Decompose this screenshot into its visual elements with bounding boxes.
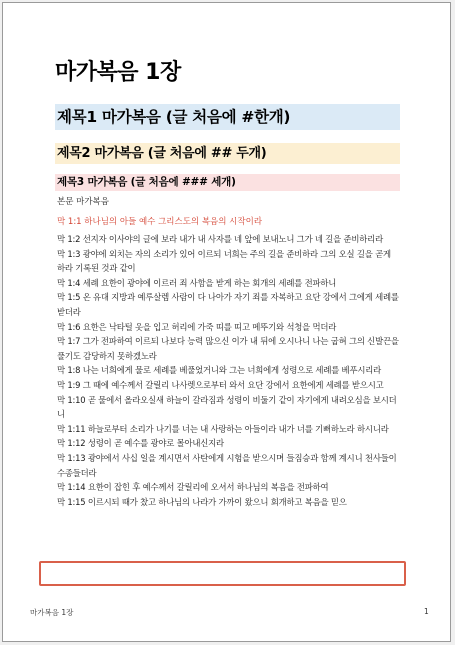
verse-item: 막 1:9 그 때에 예수께서 갈릴리 나사렛으로부터 와서 요단 강에서 요한에게 세례를 받으시고 <box>57 379 384 390</box>
highlight-annotation-box <box>39 561 406 586</box>
verse-item: 막 1:6 요한은 낙타털 옷을 입고 허리에 가죽 띠를 띠고 메뚜기와 석청을 먹더라 <box>57 321 337 332</box>
page-number: 1 <box>424 607 429 616</box>
footer-title: 마가복음 1장 <box>30 608 74 617</box>
verse-item: 막 1:8 나는 너희에게 물로 세례를 베풀었거니와 그는 너희에게 성령으로 세례를 베푸시리라 <box>57 365 382 376</box>
verse-item: 막 1:3 광야에 외치는 자의 소리가 있어 이르되 너희는 주의 길을 준비하라 그의 오실 길을 곧게 하라 기록된 것과 같이 <box>57 248 391 274</box>
heading-3: 제목3 마가복음 (글 처음에 ### 세개) <box>55 174 400 191</box>
verse-item: 막 1:7 그가 전파하여 이르되 나보다 능력 많으신 이가 내 뒤에 오시나니 나는 굽혀 그의 신발끈을 풀기도 감당하지 못하겠노라 <box>57 336 399 361</box>
document-title: 마가복음 1장 <box>55 60 181 85</box>
heading-2: 제목2 마가복음 (글 처음에 ## 두개) <box>55 143 400 164</box>
verse-item: 막 1:14 요한이 잡힌 후 예수께서 갈릴리에 오셔서 하나님의 복음을 전파하여 <box>57 482 329 493</box>
verse-item: 막 1:13 광야에서 사십 일을 계시면서 사탄에게 시험을 받으시며 들짐승과 함께 계시니 천사들이 수종들더라 <box>57 452 397 478</box>
verse-item: 막 1:12 성령이 곧 예수를 광야로 몰아내신지라 <box>57 438 224 449</box>
verse-item: 막 1:5 온 유대 지방과 예루살렘 사람이 다 나아가 자기 죄를 자복하고 요단 강에서 그에게 세례를 받더라 <box>57 292 399 317</box>
verse-item: 막 1:10 곧 물에서 올라오실새 하늘이 갈라짐과 성령이 비둘기 같이 자기에게 내려오심을 보시더니 <box>57 394 397 420</box>
heading-1: 제목1 마가복음 (글 처음에 #한개) <box>55 104 400 130</box>
verse-item: 막 1:4 세례 요한이 광야에 이르러 죄 사함을 받게 하는 회개의 세례를 전파하니 <box>57 277 337 288</box>
verse-item: 막 1:11 하늘로부터 소리가 나기를 너는 내 사랑하는 아들이라 내가 너를 기뻐하노라 하시니라 <box>57 423 389 434</box>
verse-item: 막 1:2 선지자 이사야의 글에 보라 내가 내 사자를 네 앞에 보내노니 그가 네 길을 준비하리라 <box>57 234 383 244</box>
document-page <box>2 2 451 642</box>
verse-item-highlighted: 막 1:15 이르시되 때가 찼고 하나님의 나라가 가까이 왔으니 회개하고 복음을 믿으 <box>57 496 347 507</box>
red-verse: 막 1:1 하나님의 아들 예수 그리스도의 복음의 시작이라 <box>57 217 263 227</box>
body-label: 본문 마가복음 <box>57 197 109 207</box>
verse-list <box>57 232 399 509</box>
